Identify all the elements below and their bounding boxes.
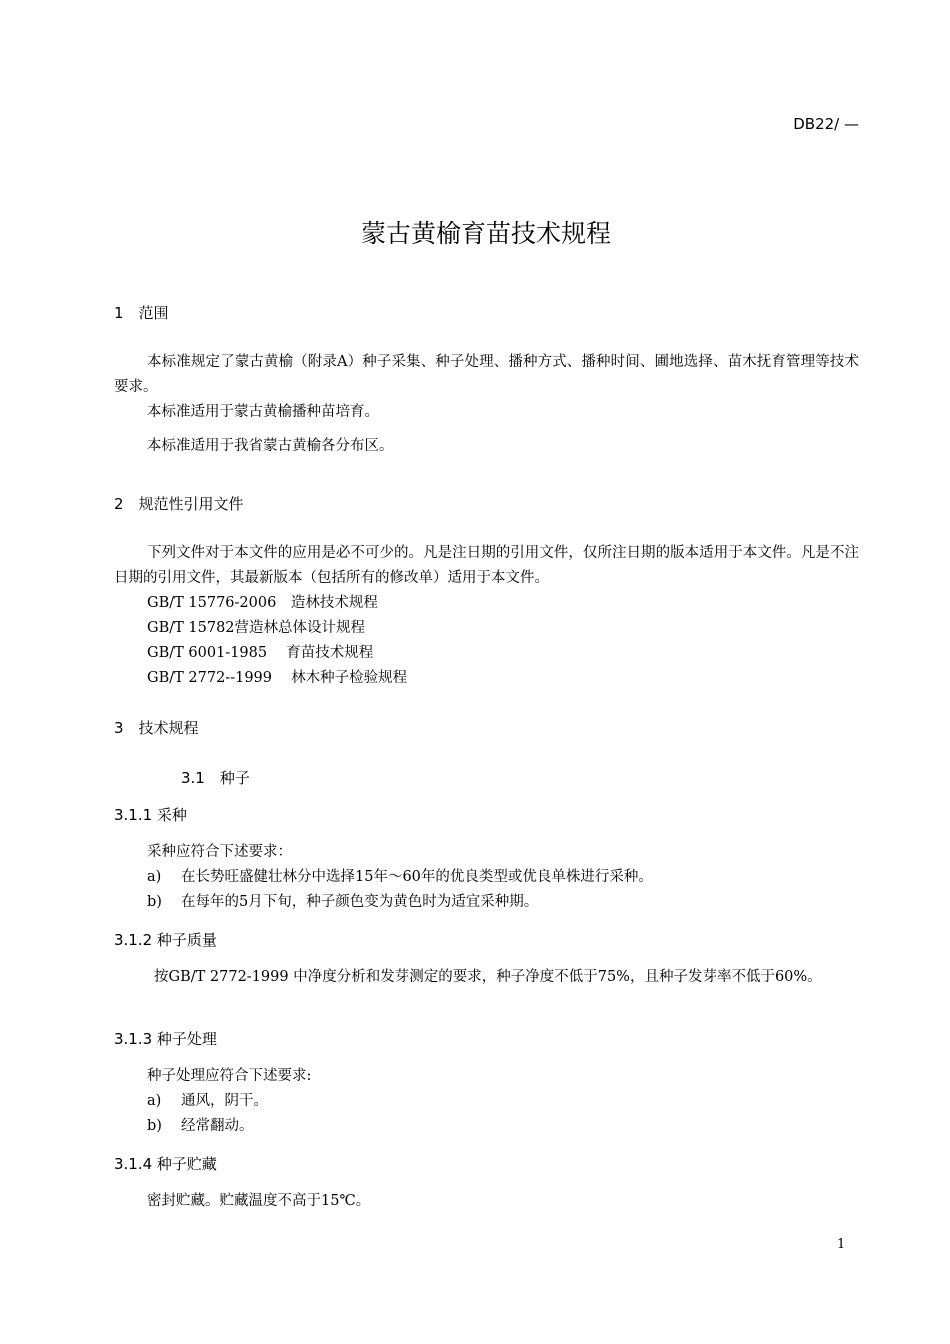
reference-item: GB/T 15776-2006 造林技术规程	[147, 595, 378, 611]
paragraph: 下列文件对于本文件的应用是必不可少的。凡是注日期的引用文件，仅所注日期的版本适用于本文件。凡是不注日期的引用文件，其最新版本（包括所有的修改单）适用于本文件。	[114, 545, 859, 586]
reference-item: GB/T 2772--1999 林木种子检验规程	[147, 670, 408, 686]
subsection-heading-treatment: 3.1.3 种子处理	[114, 1030, 217, 1048]
subsection-heading-seed: 3.1 种子	[181, 769, 250, 787]
list-marker: a)	[147, 869, 162, 885]
paragraph: 本标准规定了蒙古黄榆（附录A）种子采集、种子处理、播种方式、播种时间、圃地选择、苗木抚育管理等技术要求。	[114, 354, 859, 395]
paragraph: 密封贮藏。贮藏温度不高于15℃。	[147, 1193, 371, 1209]
subsection-heading-storage: 3.1.4 种子贮藏	[114, 1155, 217, 1173]
list-item	[147, 865, 653, 890]
reference-item: GB/T 6001-1985 育苗技术规程	[147, 645, 374, 661]
list-text: 在每年的5月下旬，种子颜色变为黄色时为适宜采种期。	[181, 894, 539, 910]
list-item	[147, 890, 538, 915]
list-marker: b)	[147, 1118, 162, 1134]
section-heading-references: 2 规范性引用文件	[114, 495, 244, 513]
page-title: 蒙古黄榆育苗技术规程	[360, 219, 611, 248]
paragraph: 本标准适用于我省蒙古黄榆各分布区。	[147, 438, 394, 454]
list-item	[147, 1114, 254, 1139]
list-marker: a)	[147, 1093, 162, 1109]
list-text: 通风，阴干。	[181, 1093, 268, 1109]
paragraph: 按GB/T 2772-1999 中净度分析和发芽测定的要求，种子净度不低于75%，且种子发芽率不低于60%。	[154, 969, 822, 985]
list-marker: b)	[147, 894, 162, 910]
paragraph: 种子处理应符合下述要求:	[147, 1068, 312, 1084]
document-code: DB22/ —	[793, 115, 859, 133]
list-text: 在长势旺盛健壮林分中选择15年～60年的优良类型或优良单株进行采种。	[181, 869, 653, 885]
reference-item: GB/T 15782营造林总体设计规程	[147, 620, 366, 636]
subsection-heading-collection: 3.1.1 采种	[114, 806, 187, 824]
paragraph: 采种应符合下述要求：	[147, 844, 292, 860]
subsection-heading-quality: 3.1.2 种子质量	[114, 931, 217, 949]
paragraph: 本标准适用于蒙古黄榆播种苗培育。	[147, 404, 379, 420]
section-heading-technical: 3 技术规程	[114, 719, 199, 737]
list-item	[147, 1089, 268, 1114]
list-text: 经常翻动。	[181, 1118, 254, 1134]
page-number: 1	[837, 1237, 846, 1252]
section-heading-scope: 1 范围	[114, 304, 169, 322]
